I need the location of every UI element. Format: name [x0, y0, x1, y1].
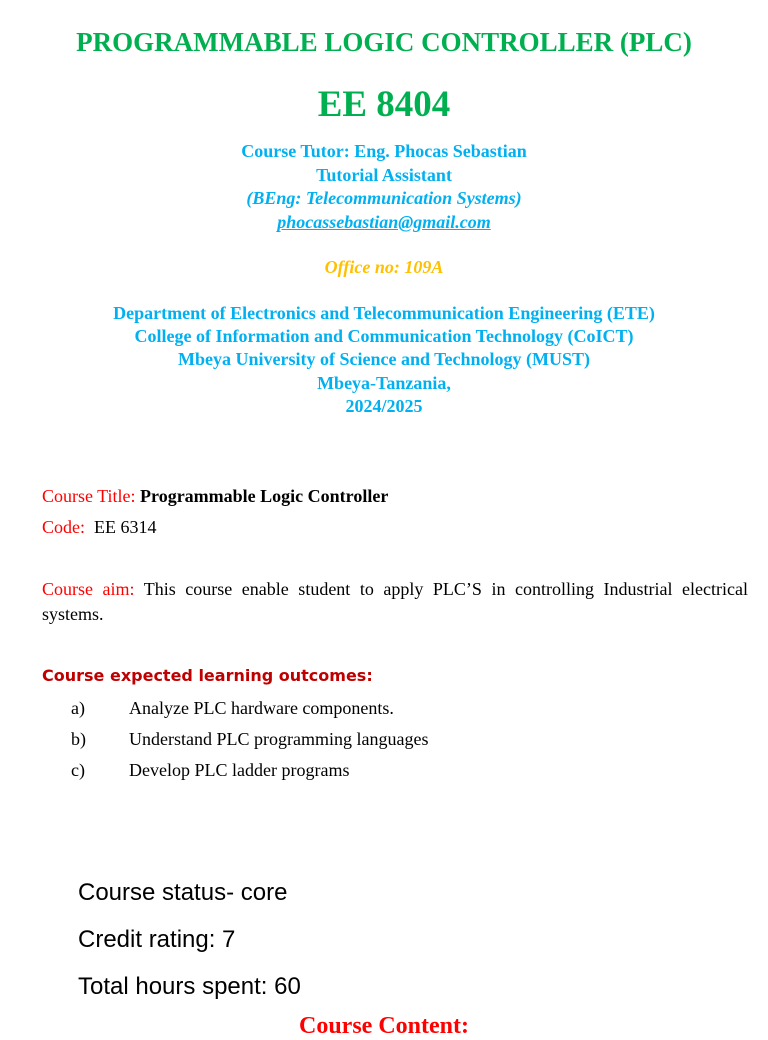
course-content-heading: Course Content: — [299, 1013, 469, 1039]
tutor-email-link[interactable]: phocassebastian@gmail.com — [277, 211, 491, 232]
course-code-label: Code: — [42, 517, 94, 537]
outcome-letter: b) — [71, 729, 86, 749]
course-status: Course status- core — [78, 879, 288, 906]
college-name: College of Information and Communication Technology (CoICT) — [134, 326, 634, 347]
tutor-info — [0, 140, 768, 234]
outcome-item — [71, 728, 428, 750]
outcome-item — [71, 759, 349, 781]
tutor-degree: (BEng: Telecommunication Systems) — [246, 188, 522, 208]
department-name: Department of Electronics and Telecommunication Engineering (ETE) — [113, 303, 655, 323]
office-number: Office no: 109A — [324, 257, 444, 277]
course-aim — [42, 577, 748, 627]
institution-info — [100, 302, 668, 434]
outcome-text: Develop PLC ladder programs — [129, 760, 350, 780]
tutor-role: Tutorial Assistant — [316, 164, 452, 185]
document-title: PROGRAMMABLE LOGIC CONTROLLER (PLC) — [76, 27, 692, 57]
tutor-name: Course Tutor: Eng. Phocas Sebastian — [241, 141, 527, 161]
course-title-label: Course Title: — [42, 486, 141, 506]
outcome-letter: a) — [71, 698, 85, 718]
course-title-row — [42, 484, 748, 508]
outcome-item — [71, 697, 394, 719]
course-code-row — [42, 515, 748, 539]
credit-rating: Credit rating: 7 — [78, 926, 236, 953]
course-title-value: Programmable Logic Controller — [140, 486, 389, 506]
course-aim-label: Course aim: — [42, 579, 144, 599]
course-code-value: EE 6314 — [94, 517, 157, 537]
outcome-letter: c) — [71, 760, 85, 780]
outcomes-heading: Course expected learning outcomes: — [42, 666, 373, 685]
location: Mbeya-Tanzania, — [317, 372, 451, 393]
course-code-heading: EE 8404 — [317, 84, 451, 125]
university-name: Mbeya University of Science and Technology (MUST) — [178, 349, 590, 370]
outcome-text: Understand PLC programming languages — [129, 729, 429, 749]
outcome-text: Analyze PLC hardware components. — [129, 698, 394, 718]
course-aim-text: This course enable student to apply PLC’S in controlling Industrial electrical systems. — [42, 579, 748, 624]
total-hours: Total hours spent: 60 — [78, 973, 301, 1000]
academic-year: 2024/2025 — [345, 395, 423, 416]
